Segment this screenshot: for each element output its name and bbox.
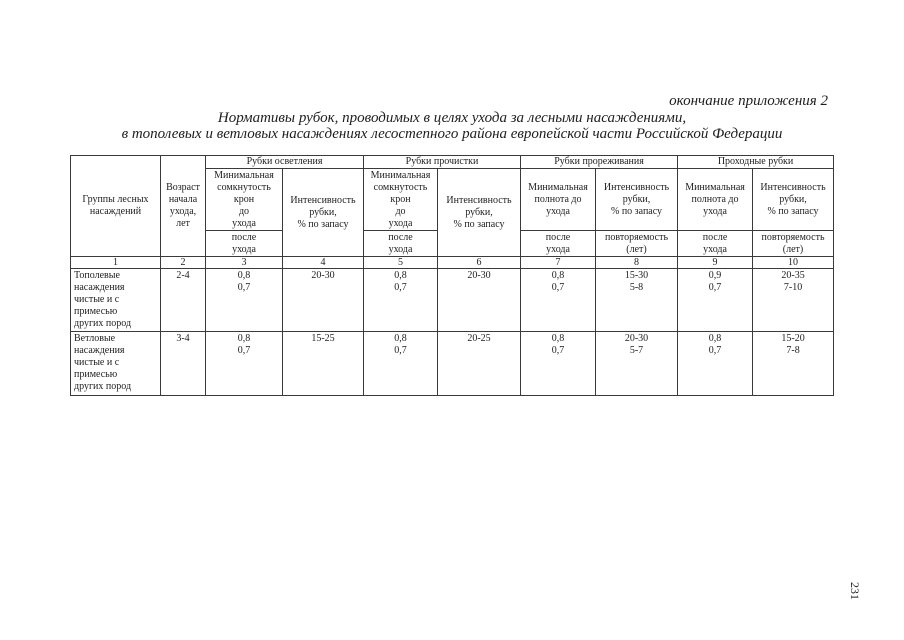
document-title-line1: Нормативы рубок, проводимых в целях ухода за лесными насаждениями, [217,110,687,126]
forest-group-cell: Тополевые насаждения чистые и с примесью других пород [71,269,161,332]
column-number: 3 [206,257,283,269]
value-cell: 0,9 0,7 [678,269,753,332]
table-row [71,332,834,396]
group-header-lighting-cuts: Рубки осветления [206,156,364,169]
value-cell: 0,8 0,7 [678,332,753,396]
header-c7-before: Минимальная полнота до ухода [521,169,596,231]
value-cell: 15-25 [283,332,364,396]
value-cell: 0,8 0,7 [364,332,438,396]
header-c8-intensity: Интенсивность рубки, % по запасу [596,169,678,231]
column-number: 1 [71,257,161,269]
header-c3-before: Минимальная сомкнутость крон до ухода [206,169,283,231]
header-c10-repeat: повторяемость (лет) [753,231,834,257]
column-number: 9 [678,257,753,269]
column-number: 6 [438,257,521,269]
header-c7-after: после ухода [521,231,596,257]
column-number: 7 [521,257,596,269]
header-start-age: Возраст начала ухода, лет [161,156,206,257]
document-title-line2: в тополевых и ветловых насаждениях лесостепного района европейской части Российской Федерации [121,126,783,142]
column-number: 4 [283,257,364,269]
value-cell: 20-30 [283,269,364,332]
value-cell: 0,8 0,7 [364,269,438,332]
table-row [71,269,834,332]
value-cell: 20-35 7-10 [753,269,834,332]
value-cell: 0,8 0,7 [521,332,596,396]
header-c3-after: после ухода [206,231,283,257]
column-number: 8 [596,257,678,269]
group-header-thinning-cuts: Рубки прореживания [521,156,678,169]
start-age-cell: 2-4 [161,269,206,332]
header-c9-before: Минимальная полнота до ухода [678,169,753,231]
column-number: 5 [364,257,438,269]
header-c9-after: после ухода [678,231,753,257]
header-c10-intensity: Интенсивность рубки, % по запасу [753,169,834,231]
header-row-groups [71,156,834,169]
page-number: 231 [848,582,862,600]
header-c5-before: Минимальная сомкнутость крон до ухода [364,169,438,231]
column-number: 2 [161,257,206,269]
header-c5-after: после ухода [364,231,438,257]
value-cell: 0,8 0,7 [206,269,283,332]
header-c4-intensity: Интенсивность рубки, % по запасу [283,169,364,257]
forest-group-cell: Ветловые насаждения чистые и с примесью других пород [71,332,161,396]
group-header-cleaning-cuts: Рубки прочистки [364,156,521,169]
value-cell: 0,8 0,7 [521,269,596,332]
value-cell: 20-25 [438,332,521,396]
value-cell: 20-30 [438,269,521,332]
header-c6-intensity: Интенсивность рубки, % по запасу [438,169,521,257]
cutting-norms-table [70,155,834,396]
value-cell: 15-20 7-8 [753,332,834,396]
value-cell: 20-30 5-7 [596,332,678,396]
header-c8-repeat: повторяемость (лет) [596,231,678,257]
value-cell: 15-30 5-8 [596,269,678,332]
appendix-note: окончание приложения 2 [669,93,828,109]
group-header-passage-cuts: Проходные рубки [678,156,834,169]
column-number-row [71,257,834,269]
header-forest-group: Группы лесных насаждений [71,156,161,257]
start-age-cell: 3-4 [161,332,206,396]
column-number: 10 [753,257,834,269]
value-cell: 0,8 0,7 [206,332,283,396]
